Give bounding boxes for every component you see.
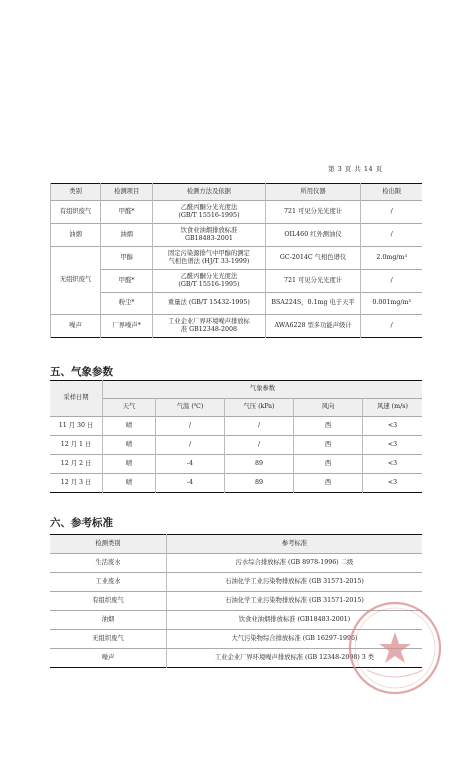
col-header-instrument: 所用仪器 [265,184,361,201]
table-row [50,436,422,455]
col-header-test-category: 检测类别 [50,535,167,554]
table-row [51,247,423,270]
cell-instrument: BSA224S，0.1mg 电子天平 [265,293,361,315]
section-title-weather: 五、气象参数 [50,366,113,378]
col-header-temperature: 气温 (℃) [156,399,225,417]
cell-wind-direction: 西 [294,455,363,474]
table-header-row [50,535,422,554]
cell-category: 噪声 [51,315,101,338]
cell-instrument: OIL460 红外测油仪 [265,224,361,247]
table-row [51,224,423,247]
col-header-weather: 天气 [103,399,156,417]
weather-table [50,380,422,493]
cell-instrument: AWA6228 型多功能声级计 [265,315,361,338]
cell-wind-direction: 西 [294,417,363,436]
cell-pressure: 89 [225,474,294,493]
cell-item: 粉尘* [101,293,153,315]
cell-item: 油烟 [101,224,153,247]
cell-method: 乙酰丙酮分光光度法 (GB/T 15516-1995) [153,201,265,224]
cell-wind-speed: <3 [363,436,423,455]
table-row [50,573,422,592]
cell-wind-direction: 西 [294,436,363,455]
cell-instrument: 721 可见分光光度计 [265,201,361,224]
cell-temperature: / [156,436,225,455]
col-header-limit: 检出限 [361,184,422,201]
official-seal-stamp [345,598,445,698]
col-header-reference-standard: 参考标准 [167,535,423,554]
cell-reference-standard: 石油化学工业污染物排放标准 (GB 31571-2015) [167,573,423,592]
table-row [51,293,423,315]
table-header-row [50,381,422,399]
page-number: 第 3 页 共 14 页 [328,165,383,173]
cell-category: 油烟 [51,224,101,247]
cell-limit: / [361,201,422,224]
table-row [51,315,423,338]
table-row [50,474,422,493]
col-header-wind-speed: 风速 (m/s) [363,399,423,417]
cell-weather: 晴 [103,436,156,455]
cell-pressure: / [225,436,294,455]
cell-item: 甲醇 [101,247,153,270]
cell-item: 甲醛* [101,201,153,224]
cell-reference-standard: 饮食业油烟排放标准 (GB18483-2001) [167,611,423,630]
col-header-date: 采样日期 [50,381,103,417]
cell-temperature: -4 [156,474,225,493]
table-row [51,201,423,224]
col-header-category: 类别 [51,184,101,201]
cell-method: 重量法 (GB/T 15432-1995) [153,293,265,315]
cell-limit: / [361,224,422,247]
cell-pressure: / [225,417,294,436]
cell-weather: 晴 [103,474,156,493]
cell-wind-speed: <3 [363,455,423,474]
col-header-pressure: 气压 (kPa) [225,399,294,417]
table-row [51,270,423,293]
cell-method: 乙酰丙酮分光光度法 (GB/T 15516-1995) [153,270,265,293]
cell-reference-standard: 污水综合排放标准 (GB 8978-1996) 二级 [167,554,423,573]
cell-wind-speed: <3 [363,474,423,493]
cell-limit: / [361,315,422,338]
cell-item: 甲醛* [101,270,153,293]
method-table [50,183,422,338]
col-header-item: 检测项目 [101,184,153,201]
cell-date: 12 月 2 日 [50,455,103,474]
table-row [50,417,422,436]
cell-test-category: 有组织废气 [50,592,167,611]
cell-test-category: 油烟 [50,611,167,630]
col-header-wind-direction: 风向 [294,399,363,417]
table-header-row [51,184,423,201]
cell-reference-standard: 石油化学工业污染物排放标准 (GB 31571-2015) [167,592,423,611]
cell-temperature: / [156,417,225,436]
section-title-standards: 六、参考标准 [50,517,113,529]
cell-date: 12 月 3 日 [50,474,103,493]
cell-category: 有组织废气 [51,201,101,224]
cell-method: 工业企业厂界环境噪声排放标 准 GB12348-2008 [153,315,265,338]
cell-method: 固定污染源排气中甲醇的测定 气相色谱法 (HJ/T 33-1999) [153,247,265,270]
cell-method: 饮食业油烟排放标准 GB18483-2001 [153,224,265,247]
cell-test-category: 无组织废气 [50,630,167,649]
col-header-group: 气象参数 [103,381,423,399]
table-subheader-row [50,399,422,417]
cell-item: 厂界噪声* [101,315,153,338]
cell-limit: 0.001mg/m³ [361,293,422,315]
cell-test-category: 生活废水 [50,554,167,573]
cell-test-category: 工业废水 [50,573,167,592]
cell-temperature: -4 [156,455,225,474]
cell-limit: 2.0mg/m³ [361,247,422,270]
cell-weather: 晴 [103,417,156,436]
cell-date: 12 月 1 日 [50,436,103,455]
cell-wind-direction: 西 [294,474,363,493]
table-row [50,455,422,474]
cell-reference-standard: 大气污染物综合排放标准 (GB 16297-1996) [167,630,423,649]
cell-instrument: 721 可见分光光度计 [265,270,361,293]
cell-test-category: 噪声 [50,649,167,668]
cell-wind-speed: <3 [363,417,423,436]
cell-instrument: GC-2014C 气相色谱仪 [265,247,361,270]
cell-date: 11 月 30 日 [50,417,103,436]
cell-reference-standard: 工业企业厂界环境噪声排放标准 (GB 12348-2008) 3 类 [167,649,423,668]
cell-limit: / [361,270,422,293]
col-header-method: 检测方法及依据 [153,184,265,201]
table-row [50,554,422,573]
cell-pressure: 89 [225,455,294,474]
cell-category: 无组织废气 [51,247,101,315]
cell-weather: 晴 [103,455,156,474]
